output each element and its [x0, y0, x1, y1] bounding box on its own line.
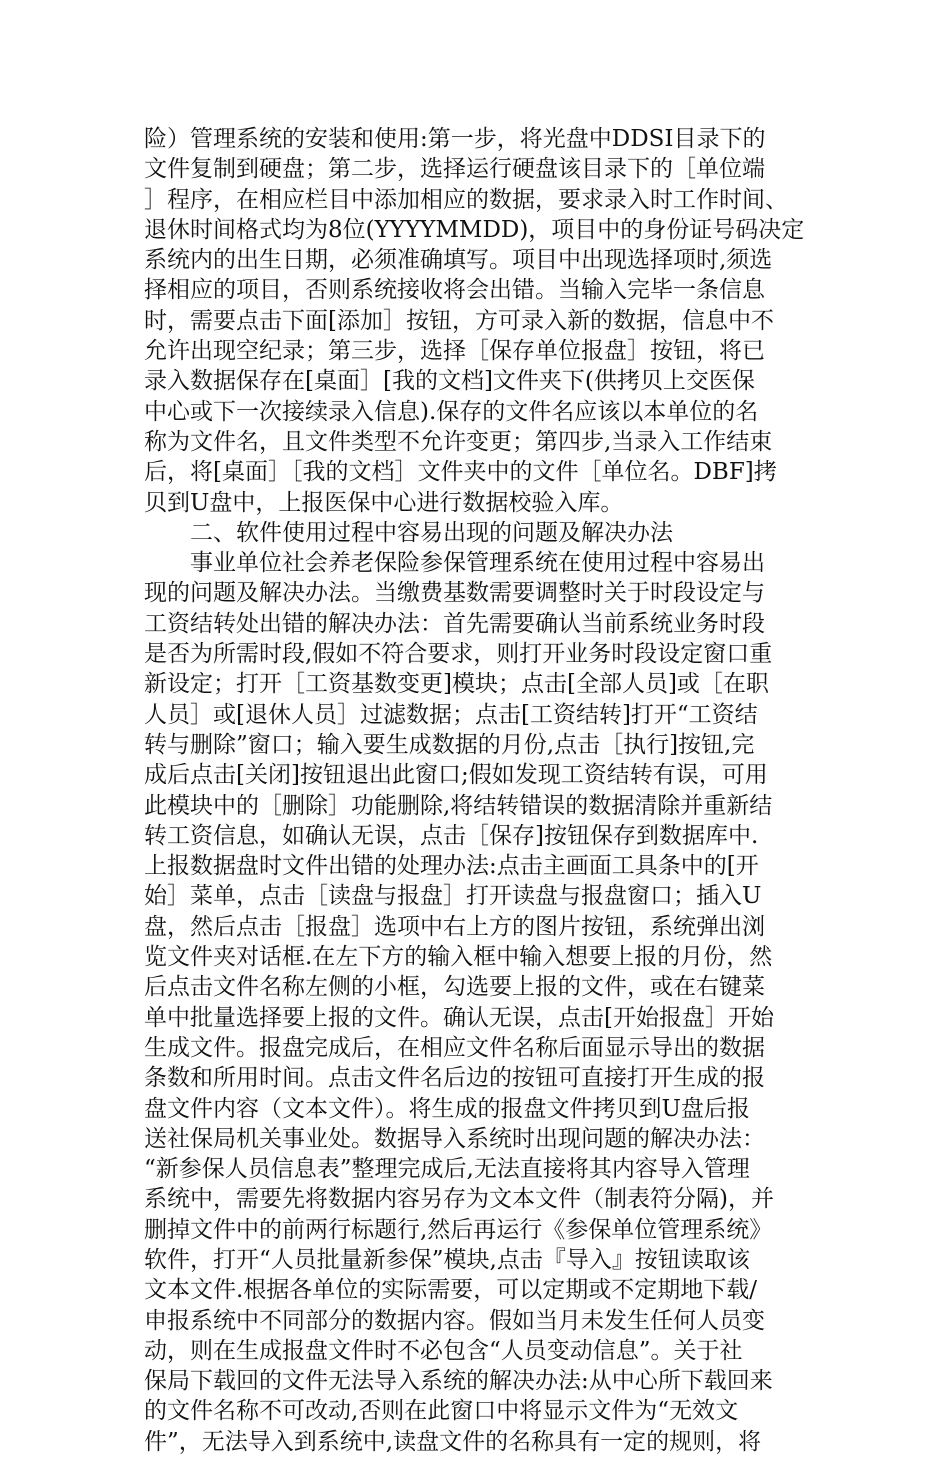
body-text-line: 申报系统中不同部分的数据内容。假如当月未发生任何人员变 [144, 1307, 765, 1334]
body-text-line: 件”，无法导入到系统中,读盘文件的名称具有一定的规则，将 [144, 1428, 762, 1455]
body-text-line: 录入数据保存在[桌面］[我的文档]文件夹下(供拷贝上交医保 [144, 368, 755, 395]
body-text-line: 险）管理系统的安装和使用:第一步，将光盘中DDSI目录下的 [144, 126, 766, 152]
body-text-line: 择相应的项目，否则系统接收将会出错。当输入完毕一条信息 [144, 277, 765, 304]
body-text-line: 中心或下一次接续录入信息).保存的文件名应该以本单位的名 [144, 398, 759, 425]
body-text-line: 系统内的出生日期，必须准确填写。项目中出现选择项时,须选 [144, 247, 773, 274]
body-text-line: 工资结转处出错的解决办法：首先需要确认当前系统业务时段 [144, 610, 765, 637]
body-text-line: 时，需要点击下面[添加］按钮，方可录入新的数据，信息中不 [144, 307, 774, 334]
body-text-line: 盘文件内容（文本文件）。将生成的报盘文件拷贝到U盘后报 [144, 1095, 750, 1122]
body-text-line: 转工资信息，如确认无误，点击［保存]按钮保存到数据库中. [144, 822, 759, 849]
body-text-line: 此模块中的［删除］功能删除,将结转错误的数据清除并重新结 [144, 792, 773, 819]
body-text-line: 文本文件.根据各单位的实际需要，可以定期或不定期地下载/ [144, 1277, 758, 1304]
body-text-line: 转与删除”窗口；输入要生成数据的月份,点击［执行]按钮,完 [144, 731, 755, 758]
body-text-line: 新设定；打开［工资基数变更]模块；点击[全部人员]或［在职 [144, 671, 769, 698]
body-text-line: 后，将[桌面］［我的文档］文件夹中的文件［单位名。DBF]拷 [144, 459, 777, 486]
body-text-line: 览文件夹对话框.在左下方的输入框中输入想要上报的月份，然 [144, 944, 773, 971]
body-text-line: 允许出现空纪录；第三步，选择［保存单位报盘］按钮，将已 [144, 338, 765, 365]
body-text-line: 生成文件。报盘完成后，在相应文件名称后面显示导出的数据 [144, 1034, 765, 1061]
body-text-line: 删掉文件中的前两行标题行,然后再运行《参保单位管理系统》 [144, 1216, 773, 1243]
body-text-line: 文件复制到硬盘；第二步，选择运行硬盘该目录下的［单位端 [144, 156, 765, 183]
body-text-line: 系统中，需要先将数据内容另存为文本文件（制表符分隔)，并 [144, 1186, 774, 1213]
paragraph-first-line: 事业单位社会养老保险参保管理系统在使用过程中容易出 [190, 550, 765, 577]
body-text-line: 动，则在生成报盘文件时不必包含“人员变动信息”。关于社 [144, 1337, 743, 1364]
document-body [144, 124, 810, 1457]
body-text-line: 人员］或[退休人员］过滤数据；点击[工资结转]打开“工资结 [144, 701, 758, 728]
body-text-line: “新参保人员信息表”整理完成后,无法直接将其内容导入管理 [144, 1156, 750, 1183]
body-text-line: 软件，打开“人员批量新参保”模块,点击『导入』按钮读取该 [144, 1246, 750, 1273]
body-text-line: 是否为所需时段,假如不符合要求，则打开业务时段设定窗口重 [144, 641, 773, 668]
body-text-line: 条数和所用时间。点击文件名后边的按钮可直接打开生成的报 [144, 1065, 765, 1092]
body-text-line: 成后点击[关闭]按钮退出此窗口;假如发现工资结转有误，可用 [144, 762, 768, 789]
body-text-line: 上报数据盘时文件出错的处理办法:点击主画面工具条中的[开 [144, 853, 759, 880]
body-text-line: 始］菜单，点击［读盘与报盘］打开读盘与报盘窗口；插入U [144, 883, 762, 910]
body-text-line: 现的问题及解决办法。当缴费基数需要调整时关于时段设定与 [144, 580, 765, 607]
body-text-line: 贝到U盘中，上报医保中心进行数据校验入库。 [144, 489, 624, 516]
body-text-line: 送社保局机关事业处。数据导入系统时出现问题的解决办法： [144, 1125, 765, 1152]
body-text-line: 盘，然后点击［报盘］选项中右上方的图片按钮，系统弹出浏 [144, 913, 765, 940]
body-text-line: 称为文件名，且文件类型不允许变更；第四步,当录入工作结束 [144, 428, 773, 455]
body-text-line: 单中批量选择要上报的文件。确认无误，点击[开始报盘］开始 [144, 1004, 774, 1031]
body-text-line: 后点击文件名称左侧的小框，勾选要上报的文件，或在右键菜 [144, 974, 765, 1001]
body-text-line: 保局下载回的文件无法导入系统的解决办法:从中心所下载回来 [144, 1368, 773, 1395]
body-text-line: 的文件名称不可改动,否则在此窗口中将显示文件为“无效文 [144, 1398, 739, 1425]
body-text-line: ］程序，在相应栏目中添加相应的数据，要求录入时工作时间、 [144, 186, 788, 213]
section-heading: 二、软件使用过程中容易出现的问题及解决办法 [190, 519, 673, 546]
body-text-line: 退休时间格式均为8位(YYYYMMDD)，项目中的身份证号码决定 [144, 216, 805, 243]
